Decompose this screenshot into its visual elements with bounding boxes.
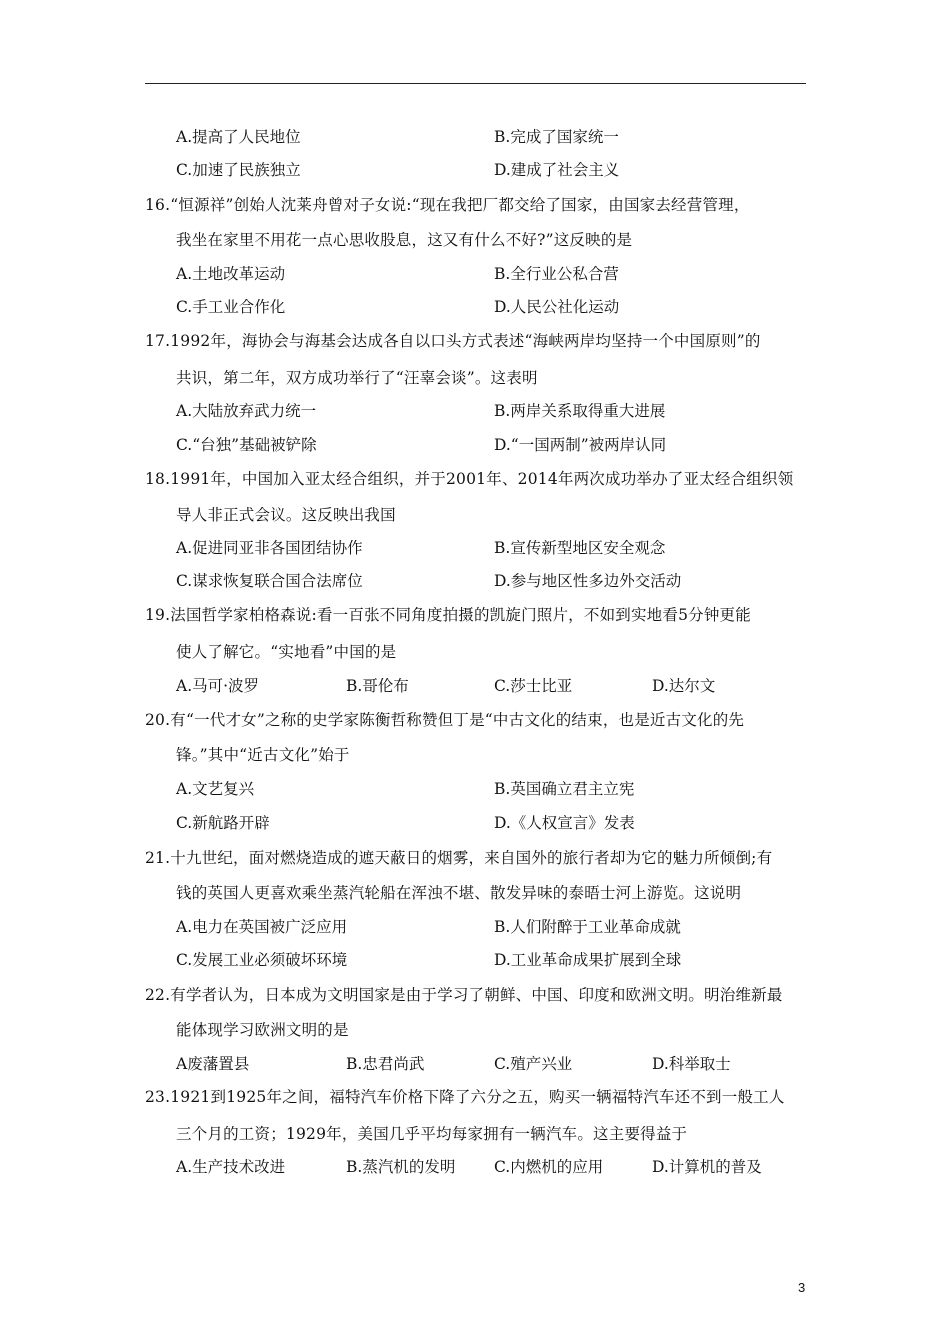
q19-option-b: B.哥伦布 <box>346 677 409 695</box>
q15-option-b: B.完成了国家统一 <box>494 128 619 146</box>
q23-stem-line1: 23.1921到1925年之间，福特汽车价格下降了六分之五，购买一辆福特汽车还不到一般工人 <box>145 1088 785 1106</box>
q22-stem-line1: 22.有学者认为，日本成为文明国家是由于学习了朝鲜、中国、印度和欧洲文明。明治维新最 <box>145 986 783 1004</box>
q19-stem-line1: 19.法国哲学家柏格森说:看一百张不同角度拍摄的凯旋门照片，不如到实地看5分钟更能 <box>145 606 751 624</box>
q15-option-a: A.提高了人民地位 <box>176 128 301 146</box>
q16-option-d: D.人民公社化运动 <box>494 298 620 316</box>
q16-option-b: B.全行业公私合营 <box>494 265 619 283</box>
q21-stem-line1: 21.十九世纪，面对燃烧造成的遮天蔽日的烟雾，来自国外的旅行者却为它的魅力所倾倒;有 <box>145 849 773 867</box>
q20-option-d: D.《人权宣言》发表 <box>494 814 635 832</box>
q20-option-b: B.英国确立君主立宪 <box>494 780 635 798</box>
q20-option-a: A.文艺复兴 <box>176 780 255 798</box>
q17-option-a: A.大陆放弃武力统一 <box>176 402 317 420</box>
q15-option-c: C.加速了民族独立 <box>176 161 301 179</box>
q17-stem-line2: 共识，第二年，双方成功举行了“汪辜会谈”。这表明 <box>176 369 538 387</box>
q17-option-b: B.两岸关系取得重大进展 <box>494 402 666 420</box>
q19-option-c: C.莎士比亚 <box>494 677 573 695</box>
q21-option-d: D.工业革命成果扩展到全球 <box>494 951 682 969</box>
q18-option-d: D.参与地区性多边外交活动 <box>494 572 682 590</box>
q19-option-a: A.马可·波罗 <box>176 677 260 695</box>
q18-option-c: C.谋求恢复联合国合法席位 <box>176 572 363 590</box>
q18-stem-line1: 18.1991年，中国加入亚太经合组织，并于2001年、2014年两次成功举办了亚太经合组织领 <box>145 470 794 488</box>
q18-stem-line2: 导人非正式会议。这反映出我国 <box>176 506 396 524</box>
q18-option-b: B.宣传新型地区安全观念 <box>494 539 666 557</box>
q20-option-c: C.新航路开辟 <box>176 814 270 832</box>
q22-stem-line2: 能体现学习欧洲文明的是 <box>176 1021 349 1039</box>
q15-option-d: D.建成了社会主义 <box>494 161 620 179</box>
page-number: 3 <box>798 1280 806 1295</box>
q22-option-b: B.忠君尚武 <box>346 1055 425 1073</box>
q18-option-a: A.促进同亚非各国团结协作 <box>176 539 363 557</box>
q22-option-d: D.科举取士 <box>652 1055 731 1073</box>
q21-stem-line2: 钱的英国人更喜欢乘坐蒸汽轮船在浑浊不堪、散发异味的泰晤士河上游览。这说明 <box>176 884 742 902</box>
q19-option-d: D.达尔文 <box>652 677 716 695</box>
q20-stem-line1: 20.有“一代才女”之称的史学家陈衡哲称赞但丁是“中古文化的结束，也是近古文化的先 <box>145 711 745 729</box>
q20-stem-line2: 锋。”其中“近古文化”始于 <box>176 746 350 764</box>
q17-option-d: D.“一国两制”被两岸认同 <box>494 436 667 454</box>
q22-option-a: A废藩置县 <box>176 1055 250 1073</box>
q16-stem-line2: 我坐在家里不用花一点心思收股息，这又有什么不好?”这反映的是 <box>176 231 633 249</box>
q23-option-a: A.生产技术改进 <box>176 1158 286 1176</box>
q23-stem-line2: 三个月的工资；1929年，美国几乎平均每家拥有一辆汽车。这主要得益于 <box>176 1125 688 1143</box>
q19-stem-line2: 使人了解它。“实地看”中国的是 <box>176 643 397 661</box>
q16-option-a: A.土地改革运动 <box>176 265 286 283</box>
q21-option-b: B.人们附醉于工业革命成就 <box>494 918 681 936</box>
q16-option-c: C.手工业合作化 <box>176 298 286 316</box>
q23-option-d: D.计算机的普及 <box>652 1158 762 1176</box>
q23-option-b: B.蒸汽机的发明 <box>346 1158 456 1176</box>
q17-stem-line1: 17.1992年，海协会与海基会达成各自以口头方式表述“海峡两岸均坚持一个中国原则”的 <box>145 332 761 350</box>
header-rule <box>145 83 806 84</box>
q22-option-c: C.殖产兴业 <box>494 1055 573 1073</box>
q23-option-c: C.内燃机的应用 <box>494 1158 604 1176</box>
q21-option-a: A.电力在英国被广泛应用 <box>176 918 348 936</box>
q16-stem-line1: 16.“恒源祥”创始人沈莱舟曾对子女说:“现在我把厂都交给了国家，由国家去经营管理， <box>145 196 750 214</box>
q17-option-c: C.“台独”基础被铲除 <box>176 436 317 454</box>
q21-option-c: C.发展工业必须破坏环境 <box>176 951 348 969</box>
